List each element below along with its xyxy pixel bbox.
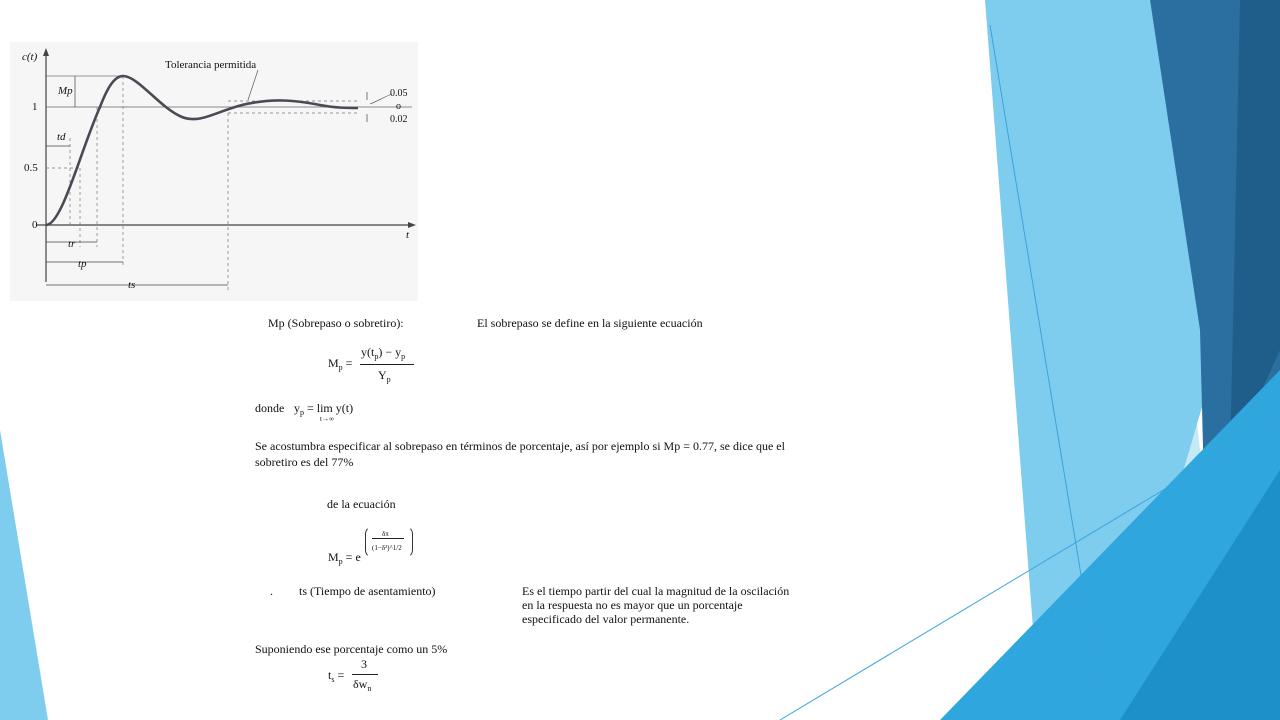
step-response-figure: [10, 42, 418, 301]
mp-equation-numerator: [361, 345, 405, 361]
y-tick-1: 1: [32, 101, 38, 113]
mp-exp-bar: [372, 538, 404, 539]
donde-eq-sub: p: [300, 408, 304, 417]
mp-fraction-bar: [360, 364, 414, 365]
mp-eq-den-sub: p: [386, 375, 391, 384]
ts-eq-lhs-sub: s: [331, 675, 335, 684]
ts-definition-line-1: Es el tiempo partir del cual la magnitud de la oscilación: [522, 584, 790, 598]
mp-exp-lhs-sub: p: [338, 557, 343, 566]
y-tick-0-5: 0.5: [24, 162, 38, 174]
mp-eq-num-tail-sub: p: [401, 352, 406, 361]
ts-eq-den-sub: n: [367, 684, 372, 693]
step-response-diagram: [10, 42, 418, 301]
ts-eq-denominator: [353, 677, 371, 693]
mp-definition: El sobrepaso se define en la siguiente ecuación: [477, 316, 703, 330]
from-equation: de la ecuación: [327, 497, 396, 511]
ts-definition-line-2: en la respuesta no es mayor que un porcentaje: [522, 598, 743, 612]
tolerance-value-0-02: 0.02: [390, 114, 408, 125]
tolerance-value-0-05: 0.05: [390, 88, 408, 99]
mp-exp-denominator: (1−δ²)^1/2: [372, 544, 402, 552]
mp-eq-num: y(t: [361, 345, 375, 359]
mp-exp-numerator: δπ: [382, 530, 389, 538]
donde-eq-mid: = lim y(t): [304, 401, 354, 415]
donde-limit: t→∞: [320, 415, 334, 423]
ts-definition-line-3: especificado del valor permanente.: [522, 612, 690, 626]
percent-text-line-2: sobretiro es del 77%: [255, 455, 354, 469]
mp-eq-lhs-sub: p: [338, 363, 343, 372]
mp-eq-num-tail: ) − y: [378, 345, 402, 359]
ts-equation-lhs: $t_s$ =: [328, 668, 345, 684]
tr-label: tr: [68, 238, 76, 250]
ts-label: ts: [128, 279, 136, 291]
mp-eq-lhs: M: [328, 356, 339, 370]
mp-label: Mp: [58, 85, 73, 97]
ts-eq-den: δw: [353, 677, 368, 691]
mp-exp-lhs: M: [328, 550, 339, 564]
mp-equation-denominator: [378, 368, 391, 384]
mp-eq-den: Y: [378, 368, 387, 382]
ts-fraction-bar: [352, 674, 378, 675]
ts-eq-numerator: 3: [361, 657, 367, 671]
tol-callout: [370, 94, 392, 104]
tp-label: tp: [78, 258, 87, 270]
mp-heading: Mp (Sobrepaso o sobretiro):: [268, 316, 404, 330]
mp-equation-lhs: $M_p$ =: [328, 356, 353, 372]
ts-eq-lhs: t: [328, 668, 332, 682]
donde-eq-y: y: [294, 401, 300, 415]
mp-exp-equation: [328, 550, 361, 566]
ts-heading: ts (Tiempo de asentamiento): [299, 584, 436, 598]
y-axis-label: c(t): [22, 51, 38, 63]
y-axis-arrow: [43, 48, 49, 56]
response-curve: [46, 76, 358, 225]
mp-exp-base: = e: [345, 550, 361, 564]
x-axis-label: t: [406, 229, 410, 241]
tolerance-label: Tolerancia permitida: [165, 59, 257, 71]
tolerance-value-or: o: [396, 101, 401, 112]
percent-text-line-1: Se acostumbra especificar al sobrepaso en términos de porcentaje, así por ejemplo si Mp = 0.77, se dice que el: [255, 439, 785, 453]
x-axis-arrow: [408, 222, 416, 228]
donde-label: donde: [255, 401, 285, 415]
y-tick-0: 0: [32, 219, 38, 231]
assume-text: Suponiendo ese porcentaje como un 5%: [255, 642, 448, 656]
tolerance-pointer: [248, 70, 258, 100]
td-label: td: [57, 131, 66, 143]
mp-eq-num-sub: p: [374, 352, 379, 361]
ts-bullet: .: [270, 584, 273, 598]
left-corner-shape: [0, 430, 48, 720]
